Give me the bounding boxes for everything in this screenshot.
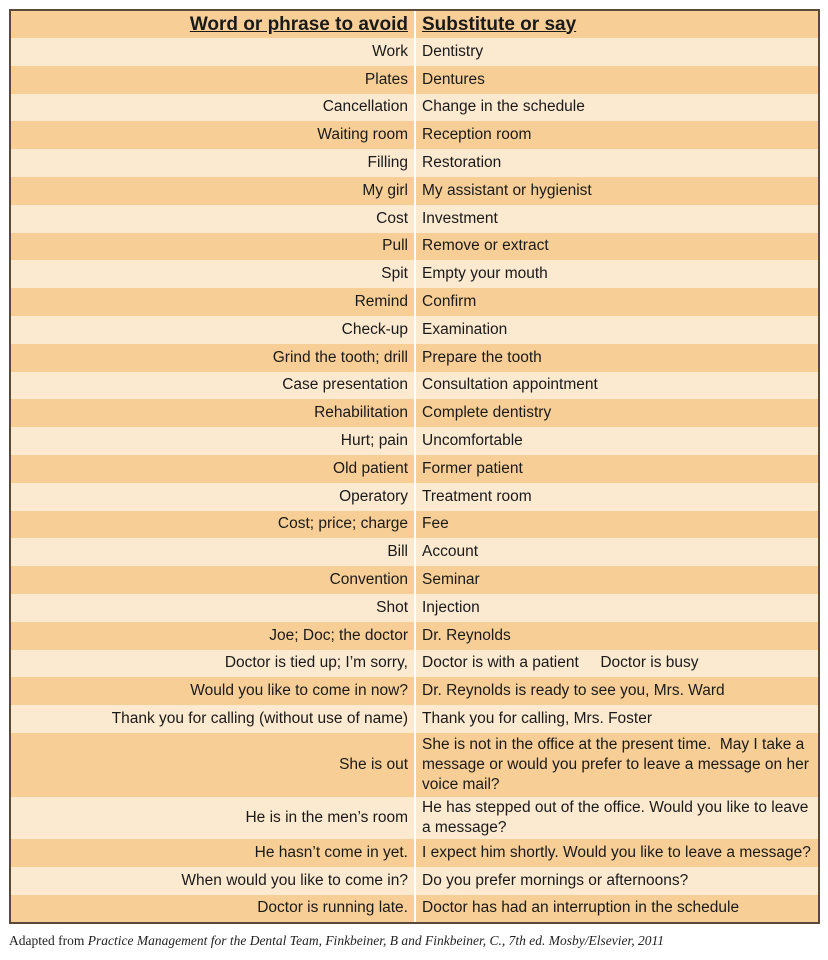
avoid-cell: Pull	[11, 233, 415, 261]
table-row	[11, 233, 818, 261]
say-cell: Dr. Reynolds	[415, 622, 818, 650]
table-row	[11, 733, 818, 797]
avoid-cell: Cost; price; charge	[11, 511, 415, 539]
say-cell: Uncomfortable	[415, 427, 818, 455]
table-row	[11, 677, 818, 705]
table-row	[11, 427, 818, 455]
avoid-cell: Thank you for calling (without use of name)	[11, 705, 415, 733]
say-cell: Examination	[415, 316, 818, 344]
say-cell: Remove or extract	[415, 233, 818, 261]
table-row	[11, 344, 818, 372]
say-cell: Restoration	[415, 149, 818, 177]
say-cell: Seminar	[415, 566, 818, 594]
avoid-cell: Waiting room	[11, 121, 415, 149]
caption-prefix: Adapted from	[9, 933, 88, 948]
say-cell: Account	[415, 538, 818, 566]
say-cell: My assistant or hygienist	[415, 177, 818, 205]
table-row	[11, 205, 818, 233]
avoid-cell: Hurt; pain	[11, 427, 415, 455]
table-row	[11, 867, 818, 895]
avoid-cell: Would you like to come in now?	[11, 677, 415, 705]
avoid-cell: Grind the tooth; drill	[11, 344, 415, 372]
avoid-cell: Bill	[11, 538, 415, 566]
say-cell: I expect him shortly. Would you like to leave a message?	[415, 839, 818, 867]
say-cell: Complete dentistry	[415, 399, 818, 427]
say-cell: Treatment room	[415, 483, 818, 511]
avoid-cell: Convention	[11, 566, 415, 594]
table-row	[11, 839, 818, 867]
avoid-cell: Work	[11, 38, 415, 66]
say-cell: Thank you for calling, Mrs. Foster	[415, 705, 818, 733]
avoid-cell: Joe; Doc; the doctor	[11, 622, 415, 650]
table-row	[11, 622, 818, 650]
say-cell: Dentures	[415, 66, 818, 94]
table-row	[11, 66, 818, 94]
table-header-row	[11, 11, 818, 38]
avoid-cell: He hasn’t come in yet.	[11, 839, 415, 867]
avoid-cell: Filling	[11, 149, 415, 177]
caption-source: Practice Management for the Dental Team, Finkbeiner, B and Finkbeiner, C., 7th ed. Mosby/Elsevier, 2011	[87, 933, 664, 948]
say-cell: Investment	[415, 205, 818, 233]
table-row	[11, 288, 818, 316]
table-row	[11, 177, 818, 205]
source-caption	[9, 933, 664, 949]
avoid-cell: Shot	[11, 594, 415, 622]
avoid-cell: My girl	[11, 177, 415, 205]
avoid-cell: Doctor is tied up; I’m sorry,	[11, 650, 415, 678]
say-cell: Reception room	[415, 121, 818, 149]
table-row	[11, 705, 818, 733]
avoid-cell: Doctor is running late.	[11, 895, 415, 923]
avoid-cell: Rehabilitation	[11, 399, 415, 427]
header-avoid: Word or phrase to avoid	[11, 11, 415, 38]
say-cell: She is not in the office at the present time. May I take a message or would you prefer to leave a message on her voice mail?	[415, 733, 818, 797]
avoid-cell: Cancellation	[11, 94, 415, 122]
avoid-cell: Remind	[11, 288, 415, 316]
table-row	[11, 650, 818, 678]
say-cell: Empty your mouth	[415, 260, 818, 288]
avoid-cell: When would you like to come in?	[11, 867, 415, 895]
table-row	[11, 399, 818, 427]
say-cell: Do you prefer mornings or afternoons?	[415, 867, 818, 895]
say-cell: Doctor has had an interruption in the schedule	[415, 895, 818, 923]
avoid-cell: Case presentation	[11, 372, 415, 400]
avoid-cell: Old patient	[11, 455, 415, 483]
table-body	[11, 38, 818, 922]
table-row	[11, 566, 818, 594]
avoid-cell: He is in the men’s room	[11, 797, 415, 839]
say-cell: Injection	[415, 594, 818, 622]
phrase-substitution-table	[9, 9, 820, 924]
table-row	[11, 511, 818, 539]
table-row	[11, 538, 818, 566]
avoid-cell: Plates	[11, 66, 415, 94]
say-cell: Dentistry	[415, 38, 818, 66]
table-row	[11, 260, 818, 288]
table-row	[11, 594, 818, 622]
say-cell: Dr. Reynolds is ready to see you, Mrs. Ward	[415, 677, 818, 705]
table-row	[11, 895, 818, 923]
say-cell: Prepare the tooth	[415, 344, 818, 372]
avoid-cell: Check-up	[11, 316, 415, 344]
avoid-cell: Spit	[11, 260, 415, 288]
table-row	[11, 316, 818, 344]
avoid-cell: Cost	[11, 205, 415, 233]
say-cell: Confirm	[415, 288, 818, 316]
table-row	[11, 94, 818, 122]
table-row	[11, 455, 818, 483]
table-row	[11, 121, 818, 149]
say-cell: Consultation appointment	[415, 372, 818, 400]
say-cell: Doctor is with a patient Doctor is busy	[415, 650, 818, 678]
header-say: Substitute or say	[415, 11, 818, 38]
table-row	[11, 372, 818, 400]
table-row	[11, 483, 818, 511]
say-cell: Former patient	[415, 455, 818, 483]
avoid-cell: Operatory	[11, 483, 415, 511]
say-cell: He has stepped out of the office. Would you like to leave a message?	[415, 797, 818, 839]
table-row	[11, 38, 818, 66]
say-cell: Change in the schedule	[415, 94, 818, 122]
avoid-cell: She is out	[11, 733, 415, 797]
say-cell: Fee	[415, 511, 818, 539]
table-row	[11, 149, 818, 177]
table-row	[11, 797, 818, 839]
